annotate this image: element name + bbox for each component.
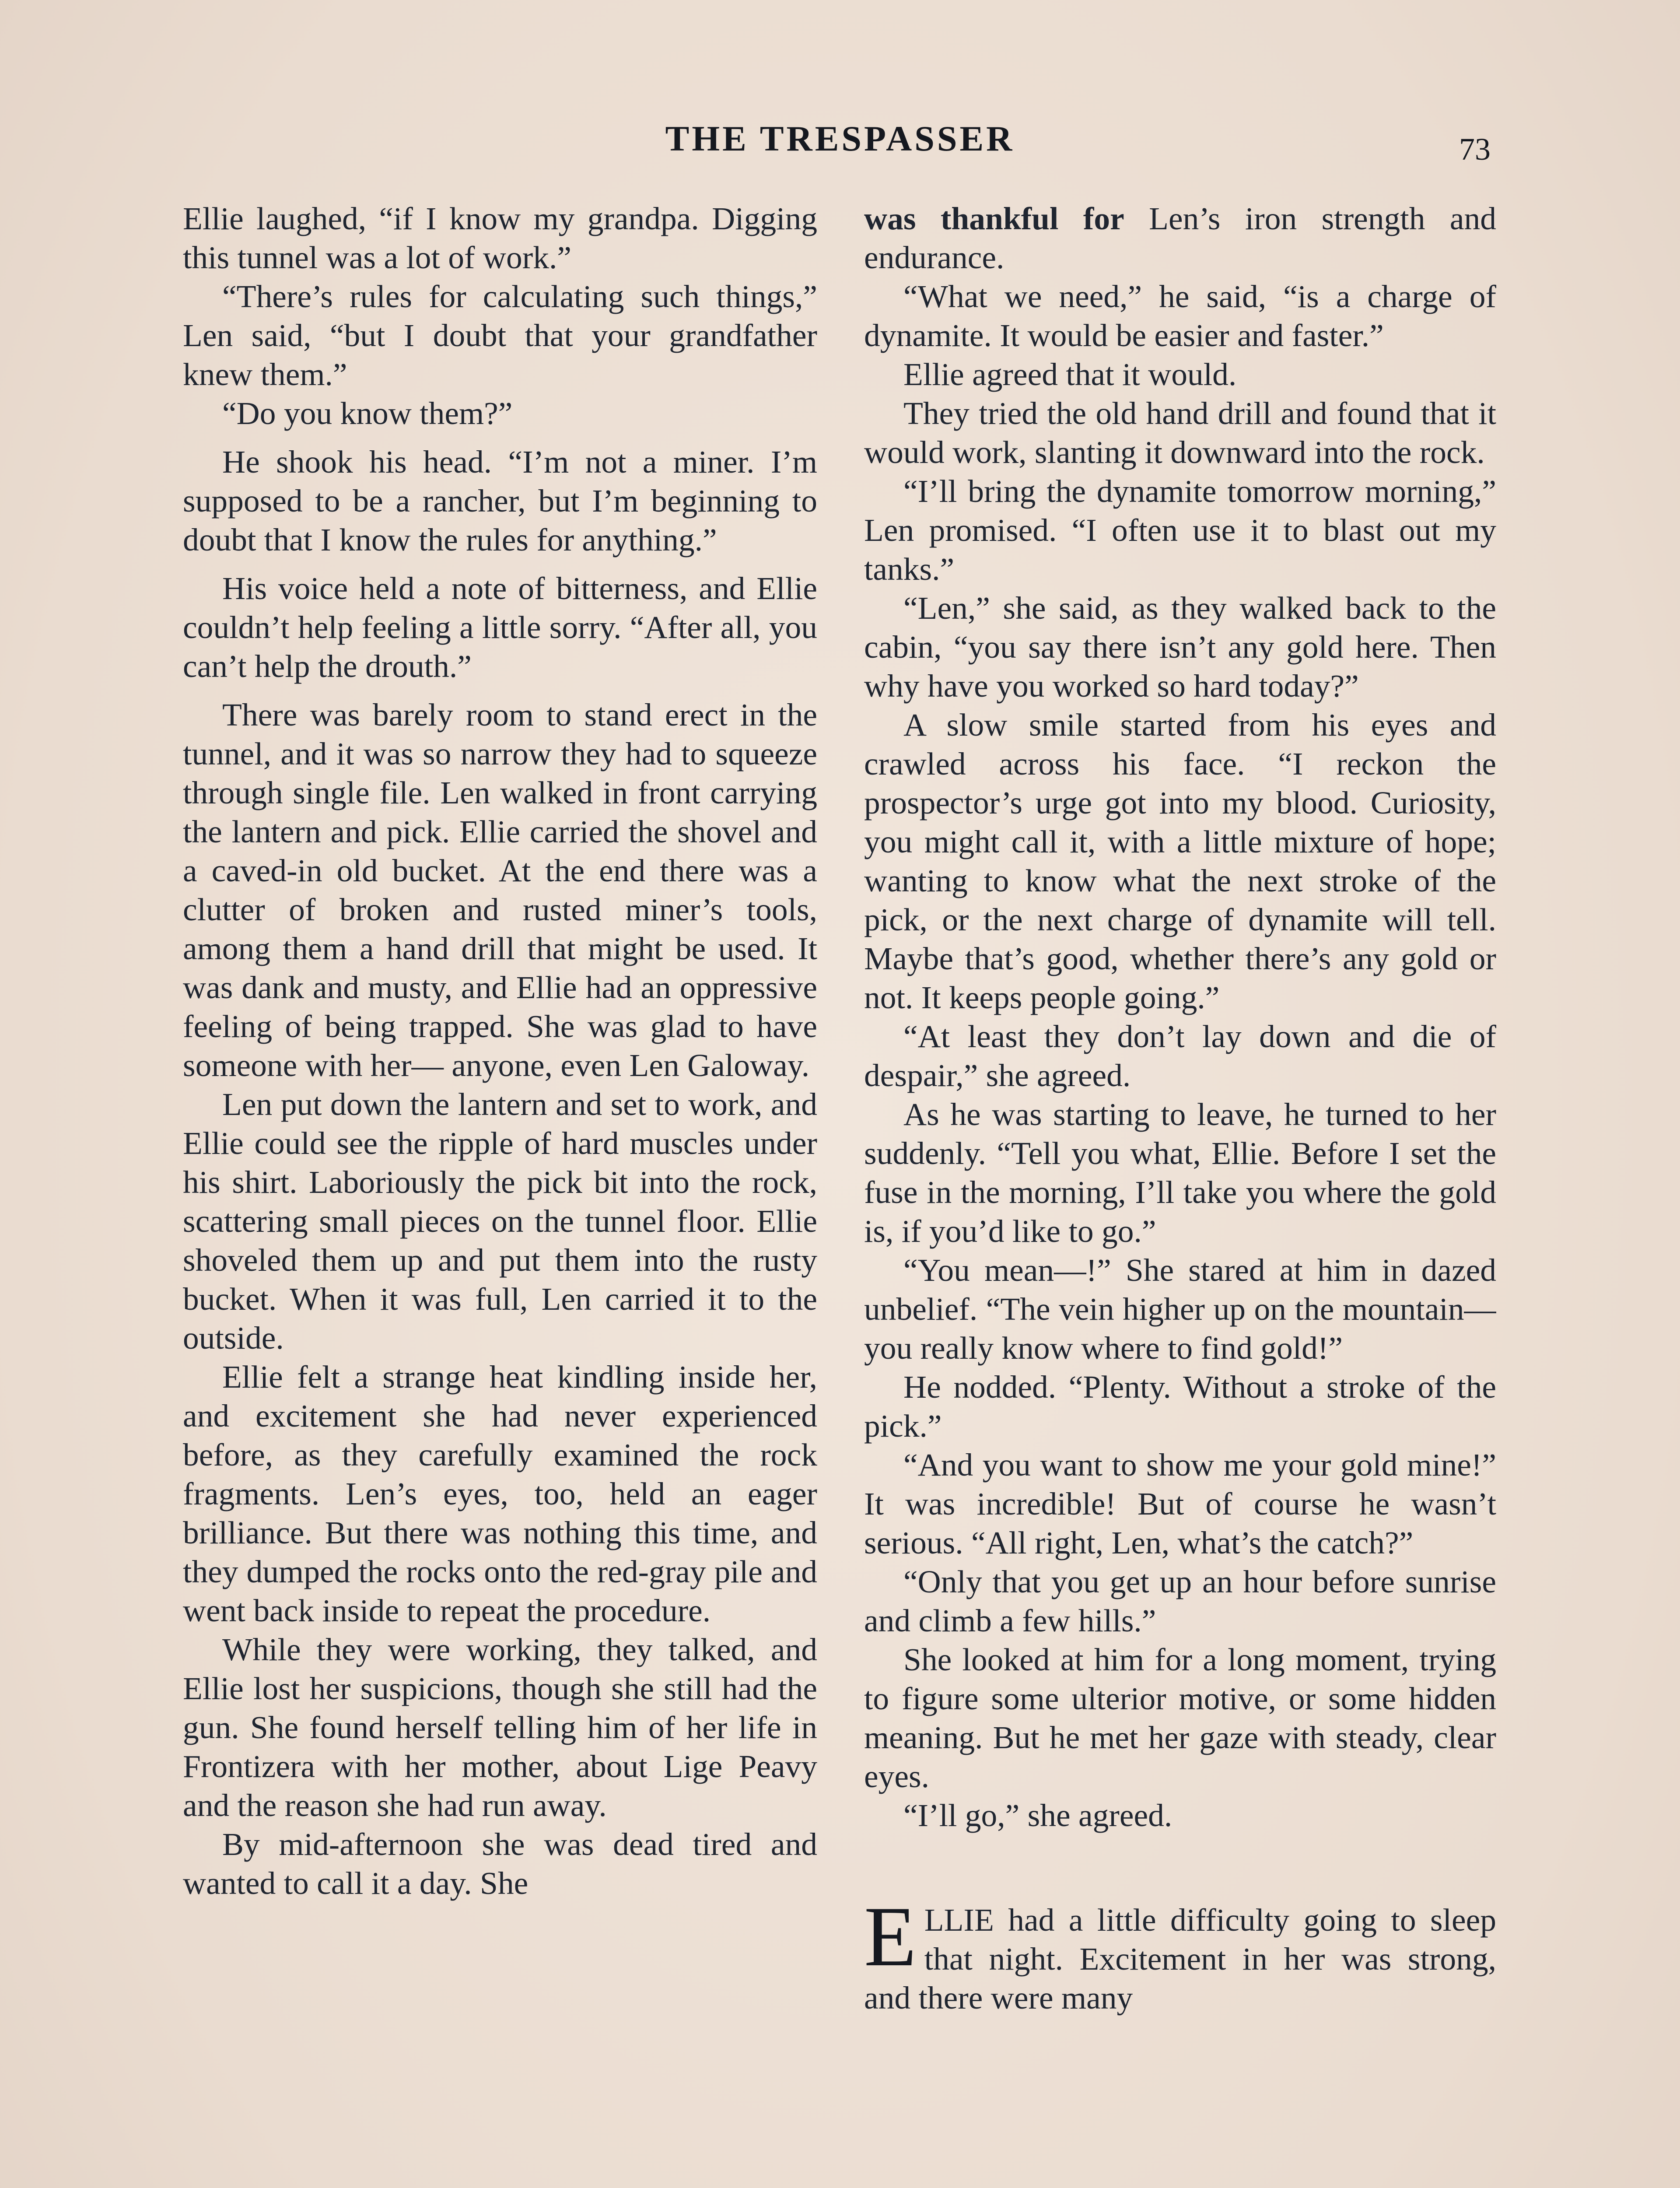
paragraph: He nodded. “Plenty. Without a stroke of the pick.” [864,1369,1496,1444]
paragraph: Len put down the lantern and set to work, and Ellie could see the ripple of hard muscles under his shirt. Laboriously the pick bit into the rock, scattering small pieces on the tunnel floor. Ellie shoveled them up and put them into the rusty bucket. When it was full, Len carried it to the outside. [183,1087,817,1356]
paragraph: “You mean—!” She stared at him in dazed unbelief. “The vein higher up on the mountain—you really know where to find gold!” [864,1252,1496,1366]
continued-text: Len’s iron strength and endurance. [864,201,1496,275]
drop-cap: E [864,1889,917,1984]
paragraph: “I’ll bring the dynamite tomorrow morning,” Len promised. “I often use it to blast out my tanks.” [864,473,1496,587]
paragraph: A slow smile started from his eyes and crawled across his face. “I reckon the prospector’s urge got into my blood. Curiosity, you might call it, with a little mixture of hope; wanting to know what the next stroke of the pick, or the next charge of dynamite will tell. Maybe that’s good, whether there’s any gold or not. It keeps people going.” [864,707,1496,1015]
paragraph: As he was starting to leave, he turned to her suddenly. “Tell you what, Ellie. Before I set the fuse in the morning, I’ll take you where the gold is, if you’d like to go.” [864,1097,1496,1249]
left-column [183,199,817,2188]
paragraph: Ellie laughed, “if I know my grandpa. Digging this tunnel was a lot of work.” [183,201,817,275]
paragraph: While they were working, they talked, and Ellie lost her suspicions, though she still had the gun. She found herself telling him of her life in Frontizera with her mother, about Lige Peavy and the reason she had run away. [183,1632,817,1823]
paragraph: He shook his head. “I’m not a miner. I’m supposed to be a rancher, but I’m beginning to doubt that I know the rules for anything.” [183,444,817,558]
paragraph: Ellie felt a strange heat kindling inside her, and excitement she had never experienced before, as they carefully examined the rock fragments. Len’s eyes, too, held an eager brilliance. But there was nothing this time, and they dumped the rocks onto the red-gray pile and went back inside to repeat the procedure. [183,1359,817,1628]
paragraph: “Do you know them?” [222,396,513,431]
continued-bold-text: was thankful for [864,201,1124,236]
paragraph: “What we need,” he said, “is a charge of dynamite. It would be easier and faster.” [864,279,1496,353]
paragraph: “At least they don’t lay down and die of despair,” she agreed. [864,1019,1496,1093]
section-opening-paragraph [864,1889,1496,2017]
paragraph: “Only that you get up an hour before sunrise and climb a few hills.” [864,1564,1496,1638]
paragraph: “There’s rules for calculating such things,” Len said, “but I doubt that your grandfather knew them.” [183,279,817,392]
paragraph: By mid-afternoon she was dead tired and wanted to call it a day. She [183,1827,817,1901]
paragraph: Ellie agreed that it would. [903,357,1237,392]
paragraph: She looked at him for a long moment, trying to figure some ulterior motive, or some hidden meaning. But he met her gaze with steady, clear eyes. [864,1642,1496,1794]
continued-paragraph [864,199,1496,277]
paragraph: There was barely room to stand erect in the tunnel, and it was so narrow they had to squeeze through single file. Len walked in front carrying the lantern and pick. Ellie carried the shovel and a caved-in old bucket. At the end there was a clutter of broken and rusted miner’s tools, among them a hand drill that might be used. It was dank and musty, and Ellie had an oppressive feeling of being trapped. She was glad to have someone with her— anyone, even Len Galoway. [183,697,817,1083]
paragraph: “I’ll go,” she agreed. [903,1798,1172,1833]
running-title: THE TRESPASSER [665,119,1015,158]
page-number: 73 [1459,132,1491,167]
paragraph: They tried the old hand drill and found that it would work, slanting it downward into the rock. [864,396,1496,470]
right-column [864,199,1496,2188]
paragraph: “Len,” she said, as they walked back to the cabin, “you say there isn’t any gold here. Then why have you worked so hard today?” [864,590,1496,704]
paragraph: His voice held a note of bitterness, and Ellie couldn’t help feeling a little sorry. “After all, you can’t help the drouth.” [183,571,817,684]
paragraph: “And you want to show me your gold mine!” It was incredible! But of course he wasn’t serious. “All right, Len, what’s the catch?” [864,1447,1496,1560]
section-text: LLIE had a little difficulty going to sleep that night. Excitement in her was strong, and there were many [864,1902,1496,2016]
